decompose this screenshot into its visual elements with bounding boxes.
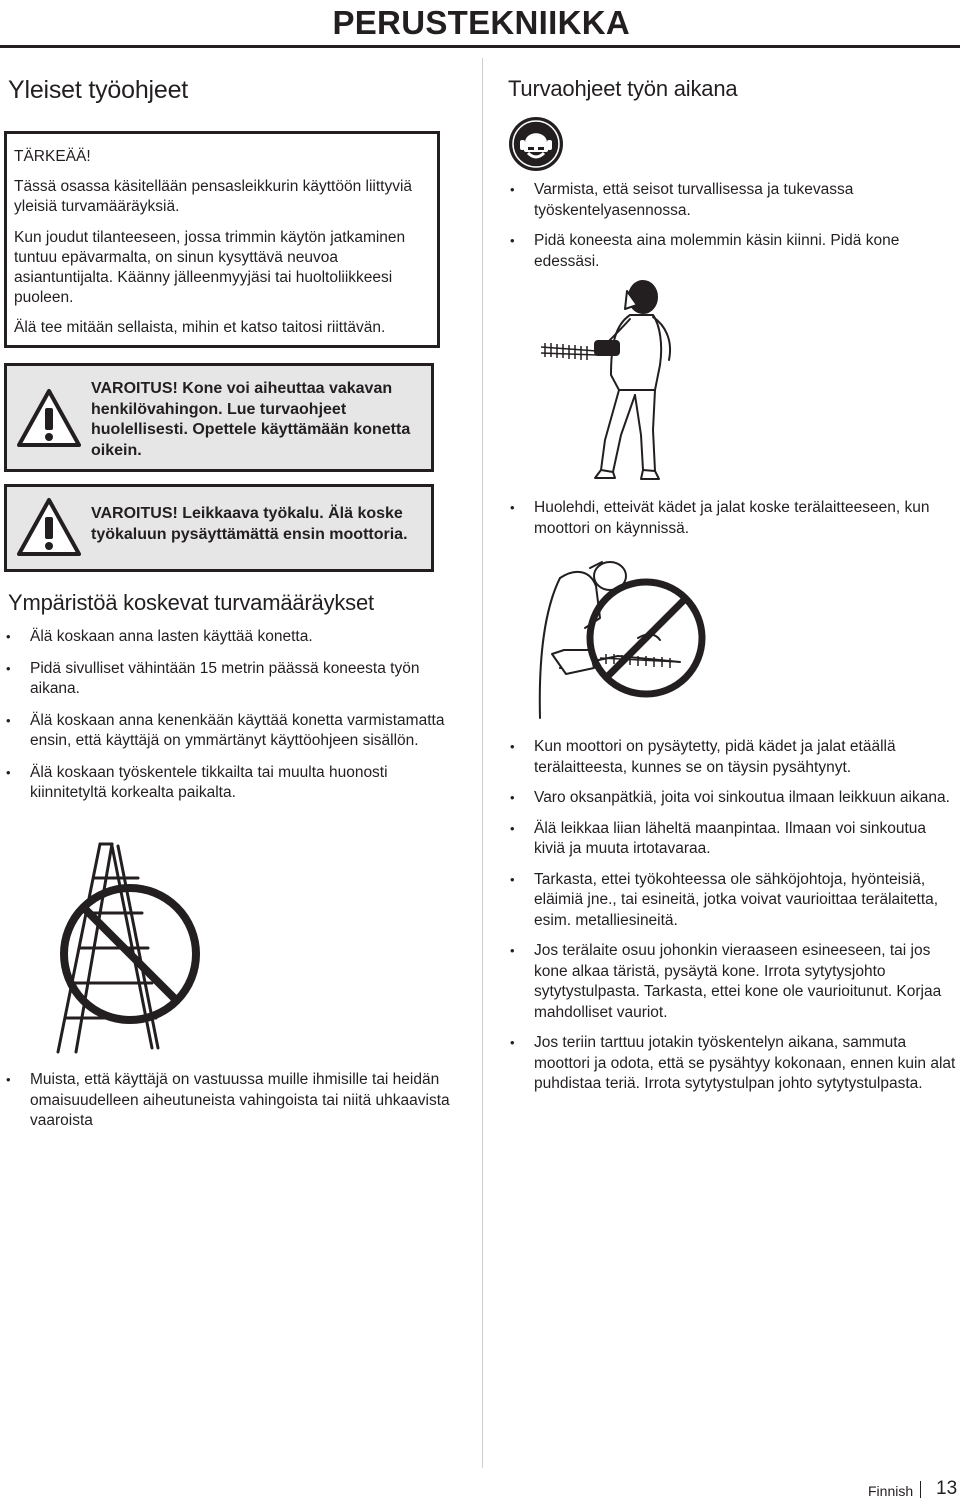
important-notice-box xyxy=(4,131,440,348)
warning-text-2: VAROITUS! Leikkaava työkalu. Älä koske työkaluun pysäyttämättä ensin moottoria. xyxy=(91,505,408,543)
notice-paragraph-1: Tässä osassa käsitellään pensasleikkurin käyttöön liittyviä yleisiä turvamääräyksiä. xyxy=(14,178,413,215)
list-item: • Älä koskaan anna lasten käyttää konetta. xyxy=(4,627,454,648)
work-safety-list xyxy=(508,737,958,1095)
notice-title: TÄRKEÄÄ! xyxy=(14,148,91,165)
column-divider xyxy=(482,58,483,1468)
list-item: • Tarkasta, ettei työkohteessa ole sähköjohtoja, hyönteisiä, eläimiä jne., tai esineitä, jotka voivat vaurioittaa terälaitetta, esim. metalliesineitä. xyxy=(508,870,958,932)
environment-rules-list xyxy=(4,627,454,804)
responsibility-list xyxy=(4,1070,459,1132)
list-item: • Älä leikkaa liian läheltä maanpintaa. Ilmaan voi sinkoutua kiviä ja muuta irtotavaraa. xyxy=(508,819,958,860)
footer-language: Finnish xyxy=(868,1483,914,1499)
ladder-prohibited-icon xyxy=(40,838,220,1058)
warning-triangle-icon xyxy=(17,388,81,448)
operator-illustration xyxy=(535,275,695,490)
notice-paragraph-3: Älä tee mitään sellaista, mihin et katso taitosi riittävän. xyxy=(14,319,386,336)
section-heading-general: Yleiset työohjeet xyxy=(8,76,189,104)
list-item: • Huolehdi, etteivät kädet ja jalat koske terälaitteeseen, kun moottori on käynnissä. xyxy=(508,498,958,539)
list-item: • Pidä koneesta aina molemmin käsin kiinni. Pidä kone edessäsi. xyxy=(508,231,948,272)
list-item: • Kun moottori on pysäytetty, pidä kädet ja jalat etäällä terälaitteesta, kunnes se on täysin pysähtynyt. xyxy=(508,737,958,778)
list-item: • Pidä sivulliset vähintään 15 metrin päässä koneesta työn aikana. xyxy=(4,659,454,700)
protective-gear-icon xyxy=(508,116,564,172)
list-item: • Älä koskaan anna kenenkään käyttää konetta varmistamatta ensin, että käyttäjä on ymmärtänyt käyttöohjeen sisällön. xyxy=(4,711,454,752)
hands-feet-rule-list xyxy=(508,498,958,539)
list-item: • Älä koskaan työskentele tikkailta tai muulta huonosti kiinnitetyltä korkealta paikalta. xyxy=(4,763,454,804)
list-item: • Jos teriin tarttuu jotakin työskentelyn aikana, sammuta moottori ja odota, että se pysähtyy kokonaan, ennen kuin alat puhdistaa teriä. Irrota sytytystulpan johto sytytystulpasta. xyxy=(508,1033,958,1095)
stance-rules-list xyxy=(508,180,948,272)
warning-box-serious-injury xyxy=(4,363,434,472)
header-rule xyxy=(0,45,960,48)
warning-box-cutting-tool xyxy=(4,484,434,572)
page-number: 13 xyxy=(936,1478,958,1499)
section-heading-during-work: Turvaohjeet työn aikana xyxy=(508,76,738,101)
warning-triangle-icon xyxy=(17,497,81,557)
page-header-title: PERUSTEKNIIKKA xyxy=(332,4,630,41)
footer-separator xyxy=(920,1481,921,1498)
section-heading-environment: Ympäristöä koskevat turvamääräykset xyxy=(8,590,374,615)
list-item: • Jos terälaite osuu johonkin vieraaseen esineeseen, tai jos kone alkaa täristä, pysäytä kone. Irrota sytytysjohto sytytystulpasta. Tarkasta, ettei kone ole vaurioitunut. Korjaa mahdolliset vauriot. xyxy=(508,941,958,1023)
hand-near-blade-prohibited-icon xyxy=(530,558,710,723)
list-item: • Varo oksanpätkiä, joita voi sinkoutua ilmaan leikkuun aikana. xyxy=(508,788,958,809)
warning-text-1: VAROITUS! Kone voi aiheuttaa vakavan henkilövahingon. Lue turvaohjeet huolellisesti. Opettele käyttämään konetta oikein. xyxy=(91,380,411,459)
list-item: • Varmista, että seisot turvallisessa ja tukevassa työskentelyasennossa. xyxy=(508,180,948,221)
notice-paragraph-2: Kun joudut tilanteeseen, jossa trimmin käytön jatkaminen tuntuu epävarmalta, on sinun kysyttävä neuvoa asiantuntijalta. Käänny jälleenmyyjäsi tai huoltoliikkeesi puoleen. xyxy=(14,229,406,306)
list-item: • Muista, että käyttäjä on vastuussa muille ihmisille tai heidän omaisuudelleen aiheutuneista vahingoista tai niitä uhkaavista vaaroista xyxy=(4,1070,459,1132)
